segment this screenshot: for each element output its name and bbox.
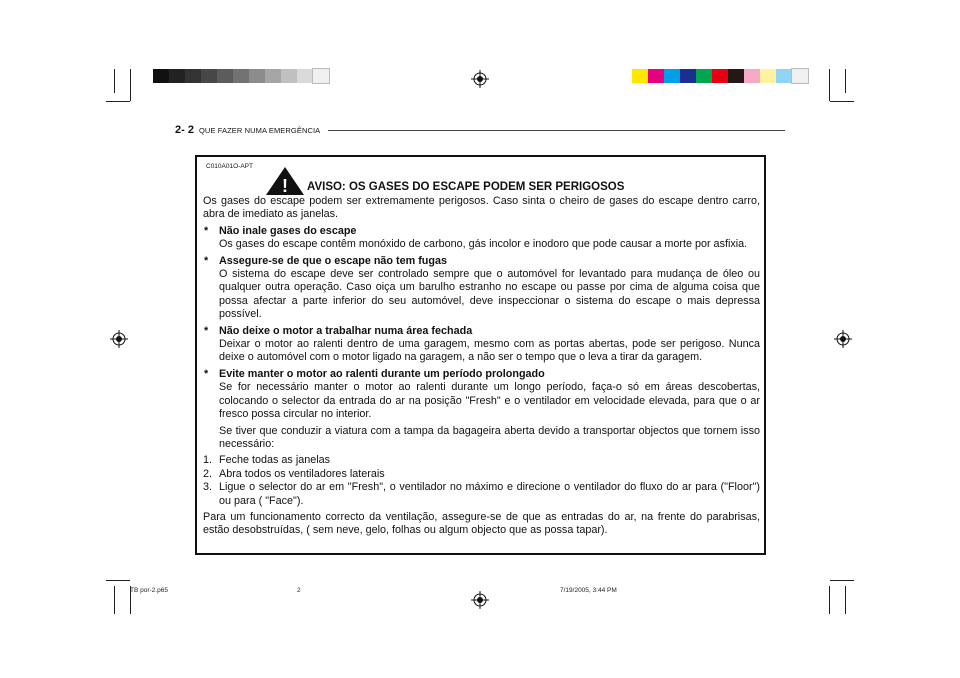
bullet-heading: Não inale gases do escape [219, 224, 357, 237]
section-title: QUE FAZER NUMA EMERGÊNCIA [199, 126, 321, 135]
document-code: C010A01O-APT [206, 163, 253, 170]
step-text: Abra todos os ventiladores laterais [219, 467, 385, 480]
warning-content [203, 195, 760, 541]
color-swatch [313, 69, 329, 83]
color-swatch [776, 69, 792, 83]
warning-box [195, 155, 766, 555]
crop-mark [130, 69, 131, 101]
bullet-star: * [204, 367, 209, 380]
color-swatch [664, 69, 680, 83]
color-swatch [632, 69, 648, 83]
crop-mark [830, 580, 854, 581]
step-item [203, 468, 760, 481]
color-swatch [169, 69, 185, 83]
crop-mark [845, 586, 846, 614]
color-swatch [297, 69, 313, 83]
color-swatch [249, 69, 265, 83]
crop-mark [114, 69, 115, 93]
crop-mark [829, 586, 830, 614]
color-swatch [696, 69, 712, 83]
crop-mark [114, 586, 115, 614]
bullet-text: Deixar o motor ao ralenti dentro de uma garagem, mesmo com as portas abertas, pode ser perigoso. Nunca deixe o automóvel com o motor ligado na garagem, a não ser o tempo que o leva a tirar da garagem. [219, 338, 760, 364]
bullet-star: * [204, 224, 209, 237]
crop-mark [830, 101, 854, 102]
color-swatch [760, 69, 776, 83]
bullet-heading: Evite manter o motor ao ralenti durante um período prolongado [219, 367, 545, 380]
crop-mark [845, 69, 846, 93]
bullet-heading: Não deixe o motor a trabalhar numa área fechada [219, 324, 473, 337]
footer-timestamp: 7/19/2005, 3:44 PM [560, 587, 617, 594]
registration-mark-icon [110, 330, 128, 348]
intro-text: Os gases do escape podem ser extremamente perigosos. Caso sinta o cheiro de gases do escape dentro carro, abra de imediato as janelas. [203, 195, 760, 221]
color-swatch [201, 69, 217, 83]
bullet-star: * [204, 254, 209, 267]
bullet-text: Se tiver que conduzir a viatura com a tampa da bagageira aberta devido a transportar objectos que tornem isso necessário: [219, 424, 760, 450]
bullet-text: Se for necessário manter o motor ao ralenti durante um longo período, faça-o só em áreas descobertas, colocando o selector da entrada do ar na posição "Fresh" e o ventilador em velocidade elevada, para que o ar fresco possa circular no interior. [219, 381, 760, 421]
color-swatch [712, 69, 728, 83]
step-number: 3. [203, 481, 213, 494]
registration-mark-icon [834, 330, 852, 348]
color-swatch [265, 69, 281, 83]
bullet-item [203, 225, 760, 252]
footer-page: 2 [297, 587, 301, 594]
color-swatch [185, 69, 201, 83]
page-number: 2- 2 [175, 124, 194, 136]
step-text: Feche todas as janelas [219, 454, 331, 467]
warning-title: AVISO: OS GASES DO ESCAPE PODEM SER PERIGOSOS [307, 181, 625, 193]
bullet-text: O sistema do escape deve ser controlado sempre que o automóvel for levantado para mudança de óleo ou qualquer outra operação. Caso oiça um barulho estranho no escape ou passe por cima de alguma coisa que possa afectar a parte inferior do seu automóvel, deve inspeccionar o sistema do escape o mais depressa possível. [219, 268, 760, 321]
registration-mark-icon [471, 70, 489, 88]
step-item [203, 481, 760, 508]
warning-triangle-icon [265, 166, 305, 196]
bullet-item [203, 255, 760, 322]
color-swatch [217, 69, 233, 83]
bullet-star: * [204, 324, 209, 337]
registration-mark-icon [471, 591, 489, 609]
color-swatch [281, 69, 297, 83]
bullet-item [203, 368, 760, 451]
crop-mark [106, 580, 130, 581]
closing-text: Para um funcionamento correcto da ventilação, assegure-se de que as entradas do ar, na frente do parabrisas, estão desobstruídas, ( sem neve, gelo, folhas ou algum objecto que as possa tapar). [203, 510, 760, 537]
step-item [203, 454, 760, 467]
color-swatch [728, 69, 744, 83]
color-swatch [744, 69, 760, 83]
footer-filename: TB por-2.p65 [130, 587, 168, 594]
bullet-text: Os gases do escape contêm monóxido de carbono, gás incolor e inodoro que pode causar a morte por asfixia. [219, 238, 748, 251]
crop-mark [829, 69, 830, 101]
color-swatch [233, 69, 249, 83]
color-swatch [792, 69, 808, 83]
header-rule [328, 130, 785, 131]
step-text: Ligue o selector do ar em "Fresh", o ventilador no máximo e direcione o ventilador do fluxo do ar para ("Floor") ou para ( "Face"). [219, 481, 760, 507]
step-number: 1. [203, 454, 213, 467]
bullet-heading: Assegure-se de que o escape não tem fugas [219, 254, 448, 267]
color-swatch [648, 69, 664, 83]
crop-mark [106, 101, 130, 102]
step-number: 2. [203, 467, 213, 480]
color-swatch [153, 69, 169, 83]
color-swatch [680, 69, 696, 83]
bullet-item [203, 325, 760, 365]
warning-symbol: ! [282, 176, 288, 196]
